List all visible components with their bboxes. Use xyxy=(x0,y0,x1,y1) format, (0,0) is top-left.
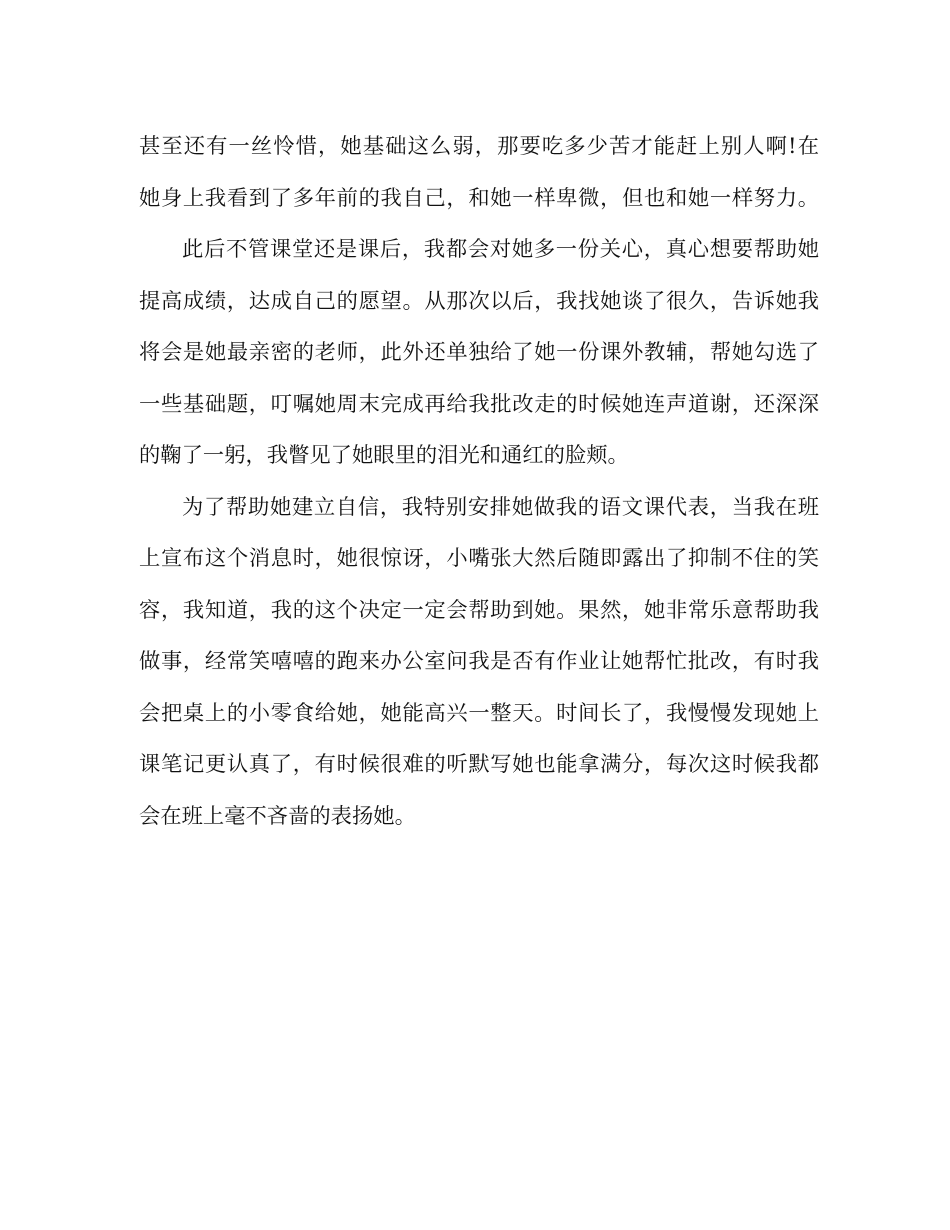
text-line: 做事，经常笑嘻嘻的跑来办公室问我是否有作业让她帮忙批改，有时我 xyxy=(139,649,819,674)
text-line: 甚至还有一丝怜惜，她基础这么弱，那要吃多少苦才能赶上别人啊!在 xyxy=(139,134,819,159)
document-body xyxy=(139,121,819,842)
paragraph-first-line: 此后不管课堂还是课后，我都会对她多一份关心，真心想要帮助她 xyxy=(182,237,819,262)
paragraph-last-line: 的鞠了一躬，我瞥见了她眼里的泪光和通红的脸颊。 xyxy=(139,443,629,468)
text-line: 提高成绩，达成自己的愿望。从那次以后，我找她谈了很久，告诉她我 xyxy=(139,288,819,314)
text-line: 将会是她最亲密的老师，此外还单独给了她一份课外教辅，帮她勾选了 xyxy=(139,340,819,365)
text-line: 课笔记更认真了，有时候很难的听默写她也能拿满分，每次这时候我都 xyxy=(139,752,819,777)
text-line: 她身上我看到了多年前的我自己，和她一样卑微，但也和她一样努力。 xyxy=(139,185,819,211)
text-line: 上宣布这个消息时，她很惊讶，小嘴张大然后随即露出了抑制不住的笑 xyxy=(139,546,819,571)
paragraph-last-line: 会在班上毫不吝啬的表扬她。 xyxy=(139,803,416,829)
text-line: 容，我知道，我的这个决定一定会帮助到她。果然，她非常乐意帮助我 xyxy=(139,597,819,623)
text-line: 一些基础题，叮嘱她周末完成再给我批改走的时候她连声道谢，还深深 xyxy=(139,391,819,417)
text-line: 会把桌上的小零食给她，她能高兴一整天。时间长了，我慢慢发现她上 xyxy=(139,700,819,726)
paragraph-first-line: 为了帮助她建立自信，我特别安排她做我的语文课代表，当我在班 xyxy=(182,494,819,520)
